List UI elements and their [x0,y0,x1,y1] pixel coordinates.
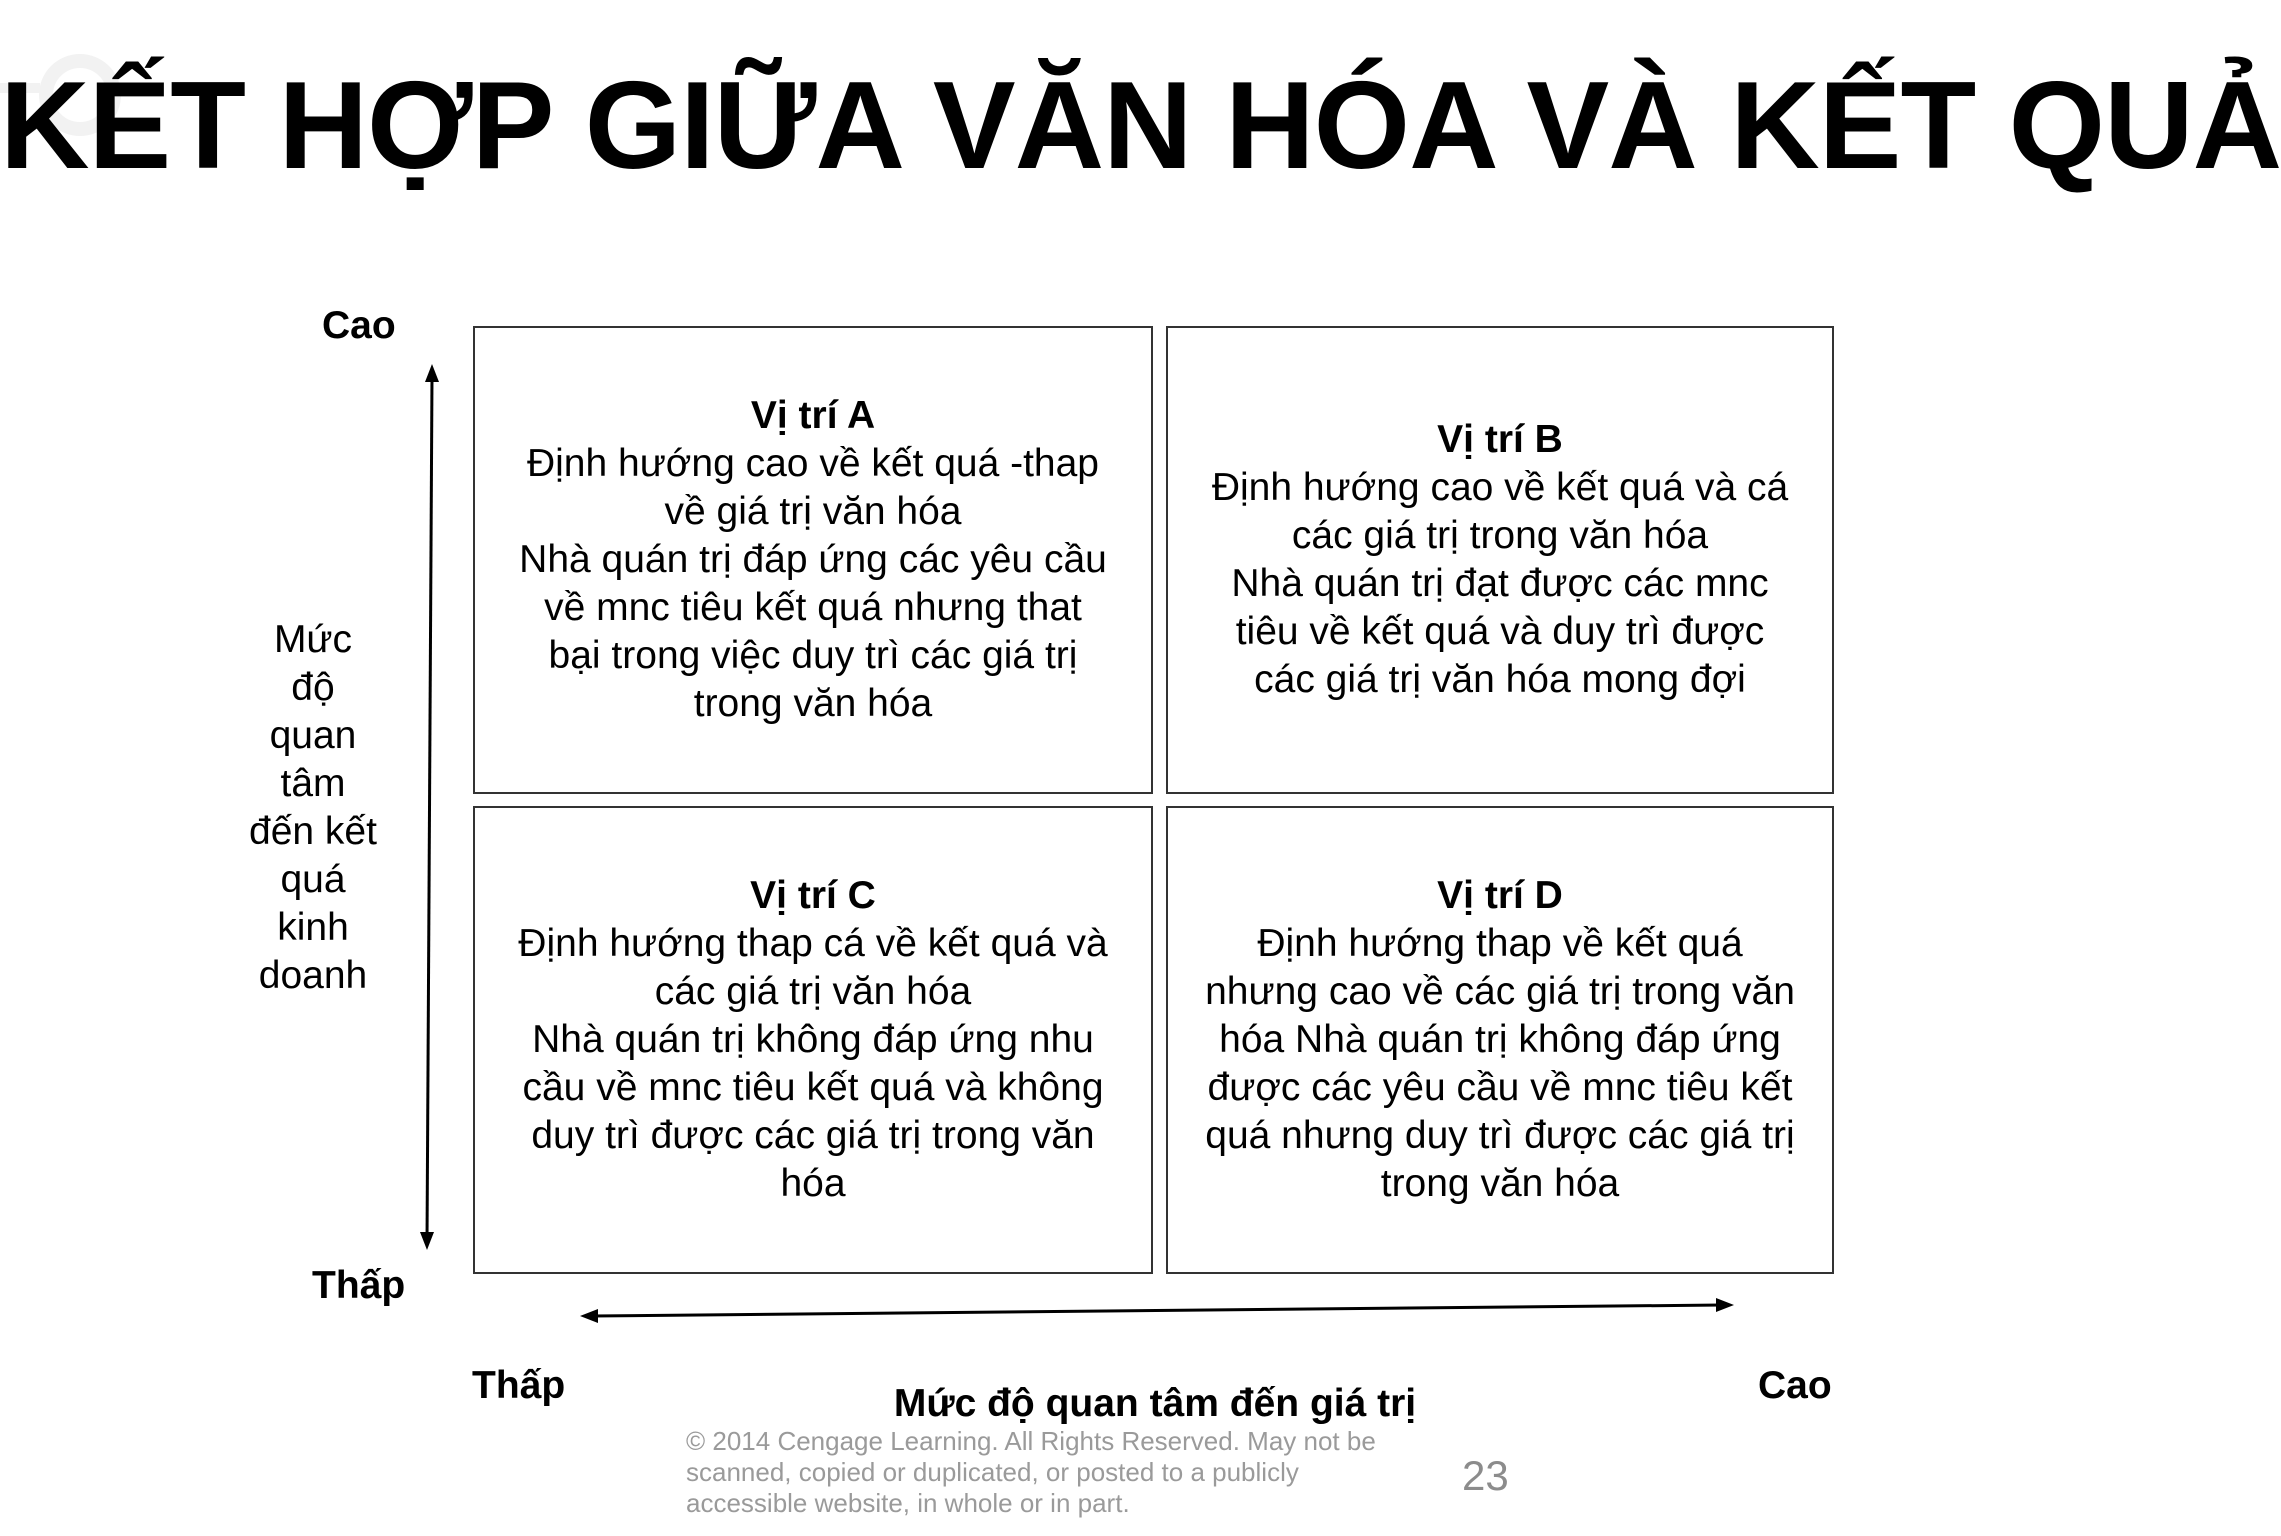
y-axis-title-line: kinh [277,906,349,949]
quadrant-d-line: được các yêu cầu về mnc tiêu kết [1207,1066,1793,1109]
quadrant-b-line: tiêu về kết quá và duy trì được [1235,610,1765,653]
quadrant-a-line: Định hướng cao về kết quá -thap [526,442,1100,485]
y-axis-title-line: doanh [258,954,368,997]
quadrant-c-title: Vị trí C [750,874,876,917]
quadrant-c-line: Định hướng thap cá về kết quá và [518,922,1108,965]
copyright-line: scanned, copied or duplicated, or posted to a publicly [686,1457,1299,1487]
quadrant-c-line: các giá trị văn hóa [654,970,972,1013]
y-axis-title [228,616,398,1000]
y-axis-title-line: tâm [280,762,346,805]
quadrant-d-line: trong văn hóa [1380,1162,1620,1205]
y-axis-low-label: Thấp [312,1264,406,1307]
copyright-line: accessible website, in whole or in part. [686,1488,1130,1518]
x-axis-arrowhead-left [580,1309,598,1323]
quadrant-a-line: bại trong việc duy trì các giá trị [548,634,1078,677]
quadrant-a-line: về mnc tiêu kết quá nhưng that [544,586,1082,629]
y-axis-high-label: Cao [322,304,396,347]
quadrant-b [1166,326,1834,794]
quadrant-c-line: cầu về mnc tiêu kết quá và không [522,1066,1104,1109]
x-axis-title: Mức độ quan tâm đến giá trị [893,1382,1417,1425]
x-axis-high-label: Cao [1758,1364,1832,1407]
quadrant-a [473,326,1153,794]
y-axis-arrowhead-bottom [420,1232,434,1250]
quadrant-c-line: duy trì được các giá trị trong văn [531,1114,1095,1157]
x-axis-arrow [592,1305,1722,1316]
quadrant-d [1166,806,1834,1274]
quadrant-c-line: hóa [780,1162,846,1205]
page-number: 23 [1462,1452,1509,1499]
quadrant-b-line: Nhà quán trị đạt được các mnc [1231,562,1769,605]
y-axis-title-line: quan [269,714,357,757]
quadrant-c-line: Nhà quán trị không đáp ứng nhu [532,1018,1094,1061]
y-axis-title-line: Mức [273,618,353,661]
quadrant-a-title: Vị trí A [750,394,876,437]
copyright-line: © 2014 Cengage Learning. All Rights Reserved. May not be [686,1426,1376,1456]
quadrant-d-line: Định hướng thap về kết quá [1257,922,1743,965]
quadrant-a-line: về giá trị văn hóa [664,490,962,533]
quadrant-d-title: Vị trí D [1437,874,1563,917]
quadrant-a-line: trong văn hóa [693,682,933,725]
y-axis-arrow [427,376,432,1242]
y-axis-title-line: quá [280,858,346,901]
quadrant-c [473,806,1153,1274]
slide-title: KẾT HỢP GIỮA VĂN HÓA VÀ KẾT QUẢ [0,57,2281,195]
quadrant-b-title: Vị trí B [1437,418,1563,461]
quadrant-b-line: các giá trị trong văn hóa [1291,514,1709,557]
x-axis-low-label: Thấp [472,1364,566,1407]
y-axis-title-line: độ [291,666,335,709]
quadrant-a-line: Nhà quán trị đáp ứng các yêu cầu [519,538,1107,581]
quadrant-d-line: quá nhưng duy trì được các giá trị [1205,1114,1795,1157]
y-axis-title-line: đến kết [249,810,377,853]
quadrant-d-line: nhưng cao về các giá trị trong văn [1205,970,1795,1013]
quadrant-b-line: các giá trị văn hóa mong đợi [1254,658,1746,701]
y-axis-arrowhead-top [425,364,439,382]
x-axis-arrowhead-right [1716,1298,1734,1312]
quadrant-d-line: hóa Nhà quán trị không đáp ứng [1219,1018,1781,1061]
quadrant-b-line: Định hướng cao về kết quá và cá [1211,466,1789,509]
copyright-notice [686,1426,1406,1519]
